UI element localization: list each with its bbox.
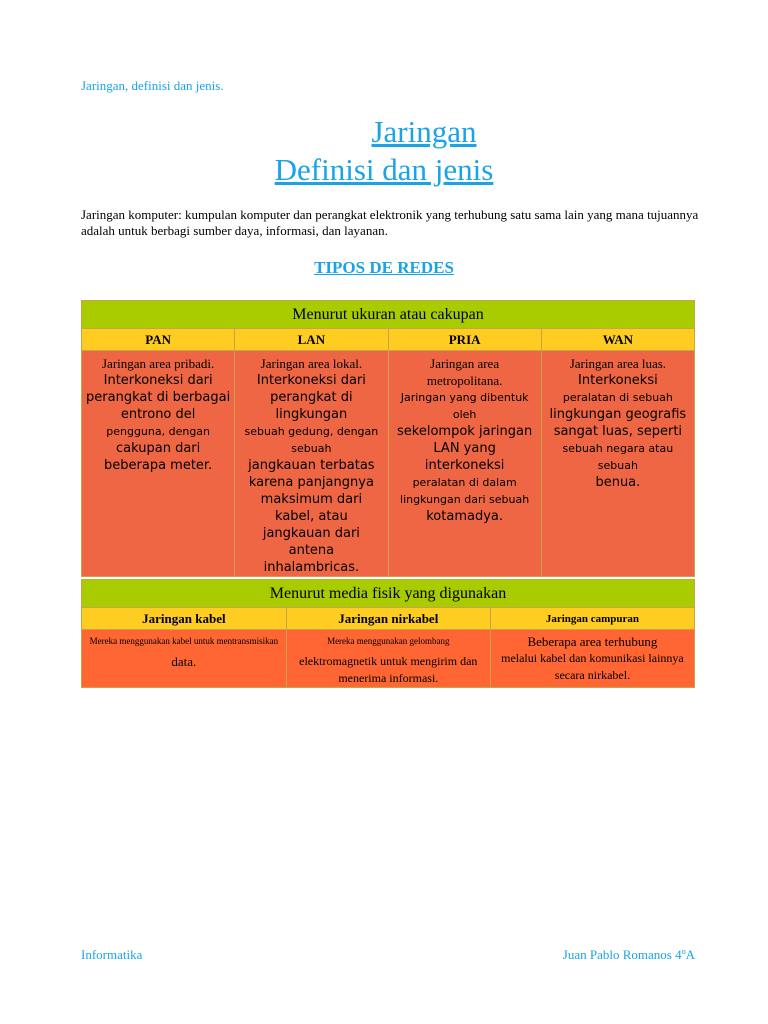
cell-text: peralatan di sebuah — [562, 391, 673, 404]
intro-paragraph: Jaringan komputer: kumpulan komputer dan perangkat elektronik yang terhubung satu sama lain yang mana tujuannya adalah untuk berbagi sumber daya, informasi, dan layanan. — [81, 207, 699, 238]
cell-pria — [388, 351, 541, 577]
table-row — [82, 630, 695, 688]
cell-pan — [82, 351, 235, 577]
cell-text: Interkoneksi — [578, 373, 658, 388]
column-header-campuran: Jaringan campuran — [490, 608, 694, 630]
table-caption: Menurut media fisik yang digunakan — [82, 580, 695, 608]
column-header-wan: WAN — [541, 329, 694, 351]
cell-lead: Jaringan area lokal. — [260, 356, 363, 371]
cell-wan — [541, 351, 694, 577]
column-header-nirkabel: Jaringan nirkabel — [286, 608, 490, 630]
cell-text: cakupan dari beberapa meter. — [104, 441, 213, 473]
column-header-pria: PRIA — [388, 329, 541, 351]
cell-text: lingkungan geografis sangat luas, seperti — [549, 407, 687, 439]
cell-text: peralatan di dalam lingkungan dari sebuah — [400, 476, 530, 506]
table-header-row — [82, 608, 695, 630]
footer-left: Informatika — [81, 947, 143, 962]
table-media-types — [81, 579, 695, 688]
section-heading: TIPOS DE REDES — [314, 258, 454, 277]
cell-text: Interkoneksi dari perangkat di berbagai entrono del — [86, 373, 231, 422]
table-caption: Menurut ukuran atau cakupan — [82, 301, 695, 329]
cell-kabel — [82, 630, 287, 688]
cell-lead: Jaringan area luas. — [569, 356, 667, 371]
table-row — [82, 351, 695, 577]
cell-text: Interkoneksi dari perangkat di lingkungan — [256, 373, 366, 422]
cell-text: melalui kabel dan komunikasi lainnya secara nirkabel. — [501, 651, 684, 682]
cell-text: benua. — [595, 475, 641, 490]
column-header-kabel: Jaringan kabel — [82, 608, 287, 630]
cell-text: Mereka menggunakan kabel untuk mentransmisikan — [89, 636, 279, 646]
cell-text: Jaringan yang dibentuk oleh — [400, 391, 529, 421]
table-header-row — [82, 329, 695, 351]
table-caption-row — [82, 580, 695, 608]
cell-campuran — [490, 630, 694, 688]
cell-text: jangkauan terbatas karena panjangnya maksimum dari kabel, atau jangkauan dari antena inhalambricas. — [248, 458, 375, 575]
footer-right: Juan Pablo Romanos 4ºA — [562, 947, 695, 962]
column-header-pan: PAN — [82, 329, 235, 351]
header-note: Jaringan, definisi dan jenis. — [81, 78, 224, 93]
column-header-lan: LAN — [235, 329, 388, 351]
cell-text: kotamadya. — [426, 509, 503, 524]
cell-text: pengguna, dengan — [106, 425, 211, 438]
cell-text: sebuah gedung, dengan sebuah — [244, 425, 379, 455]
page-title: Jaringan — [371, 114, 477, 149]
cell-text: sekelompok jaringan LAN yang interkoneksi — [397, 424, 533, 473]
cell-text: elektromagnetik untuk mengirim dan menerima informasi. — [299, 654, 478, 685]
page-subtitle: Definisi dan jenis — [274, 152, 494, 187]
table-size-types — [81, 300, 695, 577]
cell-lead: Jaringan area pribadi. — [101, 356, 215, 371]
cell-lead: Jaringan area metropolitana. — [426, 356, 503, 388]
cell-lan — [235, 351, 388, 577]
cell-text: data. — [171, 654, 197, 669]
cell-nirkabel — [286, 630, 490, 688]
cell-text: Beberapa area terhubung — [527, 634, 658, 649]
cell-text: sebuah negara atau sebuah — [562, 442, 674, 472]
table-caption-row — [82, 301, 695, 329]
cell-text: Mereka menggunakan gelombang — [327, 636, 450, 646]
